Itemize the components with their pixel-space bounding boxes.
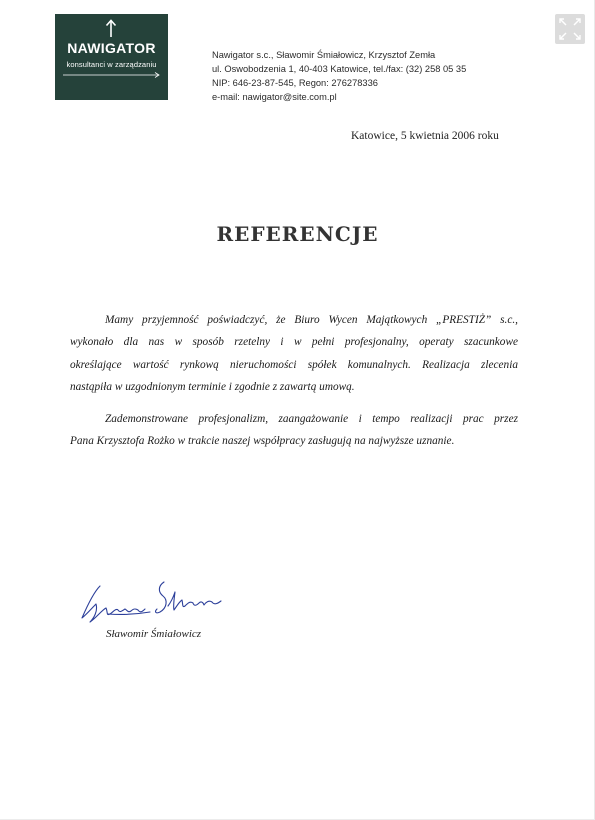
- paragraph-line: Zademonstrowane profesjonalizm, zaangażowanie i tempo realizacji prac przez: [105, 412, 518, 425]
- company-logo: [55, 14, 168, 100]
- company-address: ul. Oswobodzenia 1, 40-403 Katowice, tel./fax: (32) 258 05 35: [212, 64, 467, 74]
- logo-tagline: konsultanci w zarządzaniu: [66, 60, 157, 69]
- logo-brand: NAWIGATOR: [67, 40, 156, 56]
- signer-name: Sławomir Śmiałowicz: [106, 628, 202, 640]
- page-title: REFERENCJE: [216, 222, 379, 246]
- paragraph-line: nastąpiła w uzgodnionym terminie i zgodnie z zawartą umową.: [70, 381, 355, 394]
- paragraph-line: Pana Krzysztofa Rożko w trakcie naszej współpracy zasługują na najwyższe uznanie.: [70, 435, 455, 448]
- paragraph-1: [70, 309, 518, 399]
- company-name: Nawigator s.c., Sławomir Śmiałowicz, Krzysztof Zemła: [212, 50, 436, 60]
- up-arrow-icon: [104, 18, 118, 38]
- expand-arrows-icon[interactable]: [555, 14, 585, 44]
- paragraph-2: [70, 408, 518, 453]
- paragraph-line: Mamy przyjemność poświadczyć, że Biuro Wycen Majątkowych „PRESTIŻ” s.c.,: [105, 314, 518, 326]
- logo-underline-arrow-icon: [63, 71, 163, 79]
- paragraph-line: określające wartość rynkową nieruchomości spółek komunalnych. Realizacja zlecenia: [70, 358, 518, 371]
- company-email: e-mail: nawigator@site.com.pl: [212, 92, 337, 102]
- company-info: [212, 48, 542, 104]
- place-and-date: Katowice, 5 kwietnia 2006 roku: [351, 130, 499, 142]
- letter-body: [70, 309, 518, 452]
- paragraph-line: wykonało dla nas w sposób rzetelny i w pełni profesjonalny, operaty szacunkowe: [70, 336, 518, 349]
- company-tax-ids: NIP: 646-23-87-545, Regon: 276278336: [212, 78, 378, 88]
- handwritten-signature-icon: [78, 578, 238, 630]
